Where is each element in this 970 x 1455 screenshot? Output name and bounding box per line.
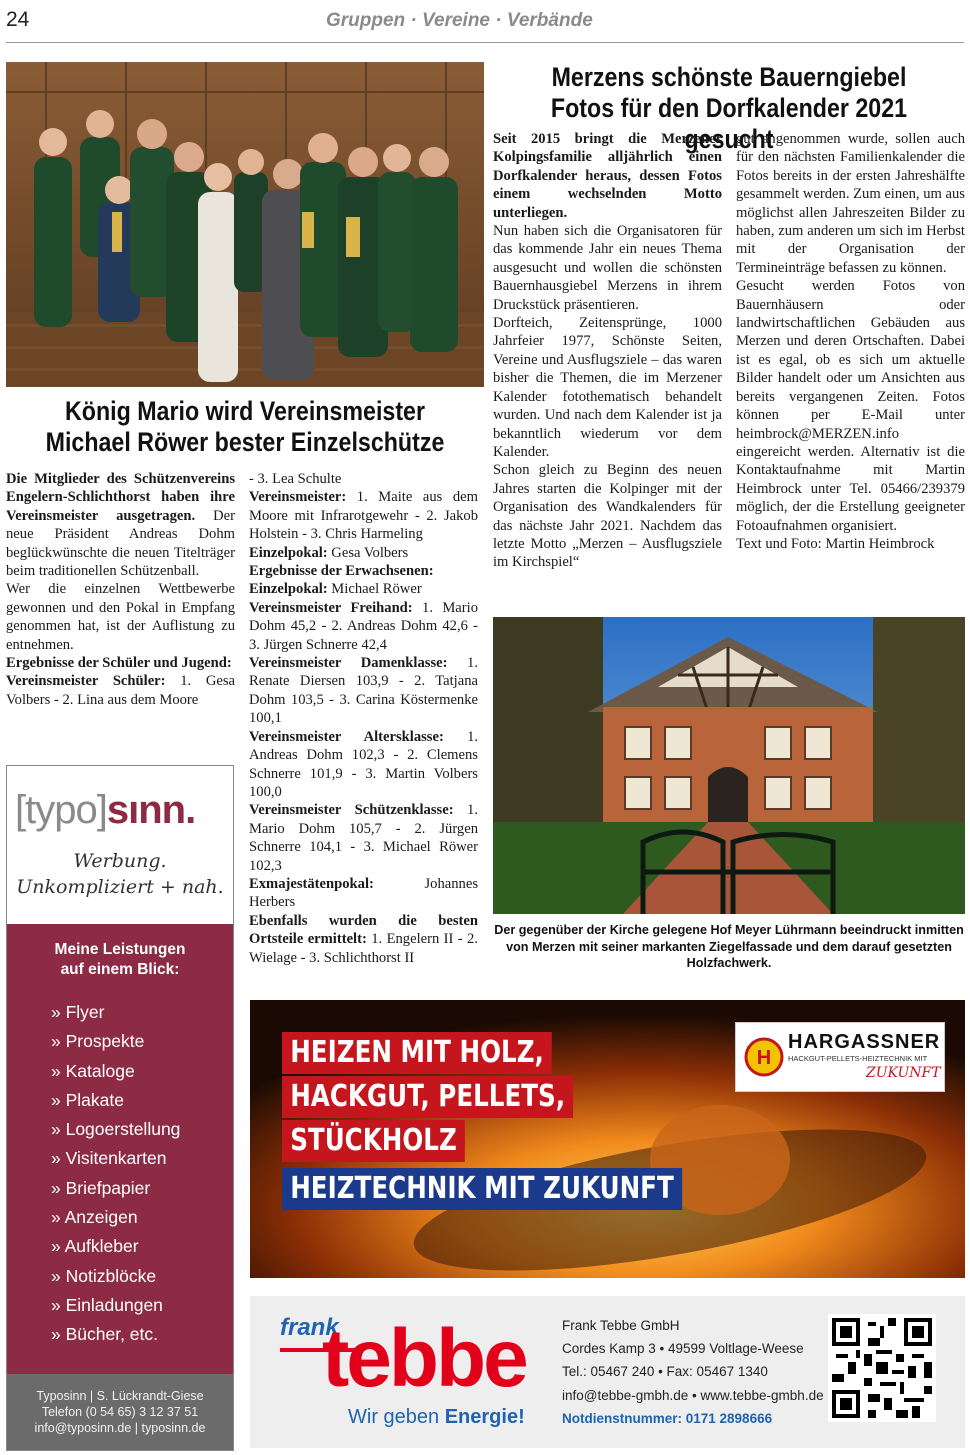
tebbe-logo: tebbe — [322, 1313, 526, 1404]
service-item: » Einladungen — [51, 1294, 163, 1315]
service-item: » Bücher, etc. — [51, 1324, 159, 1345]
tebbe-ad[interactable] — [250, 1296, 965, 1448]
article-right-col2 — [736, 130, 965, 553]
address: Cordes Kamp 3 • 49599 Voltlage-Weese — [562, 1341, 804, 1357]
service-item: » Aufkleber — [51, 1236, 139, 1257]
farmhouse-photo — [493, 617, 965, 914]
club-group-photo — [6, 62, 484, 387]
result-entry: Vereinsmeister Schützenklasse: 1. Mario Dohm 105,7 - 2. Jürgen Schnerre 104,1 - 3. Michael Röwer 102,3 — [249, 802, 478, 874]
service-item: » Anzeigen — [51, 1207, 138, 1228]
qr-code-icon[interactable] — [828, 1314, 936, 1422]
result-entry: Vereinsmeister Altersklasse: 1. Andreas Dohm 102,3 - 2. Clemens Schnerre 101,9 - 3. Martin Volbers 100,0 — [249, 728, 479, 800]
header-divider — [6, 42, 964, 43]
result-entry: Exmajestätenpokal: Johannes Herbers — [249, 875, 478, 911]
typosinn-service-list — [51, 998, 180, 1350]
service-item: » Notizblöcke — [51, 1265, 157, 1286]
hargassner-logo: H HARGASSNER HACKGUT-PELLETS-HEIZTECHNIK MIT ZUKUNFT — [735, 1022, 945, 1092]
paragraph: Dorfteich, Zeitensprünge, 1000 Jahrfeier 1977, Schönste Seiten, Vereine und Ausflugsziele – das waren bisher die Themen, die im Merzener Kalender fotothematisch behandelt wurden. Und nach dem Kalender ist ja bekanntlich wiederum vor dem Kalender. — [493, 315, 722, 460]
ad-line: HEIZTECHNIK MIT ZUKUNFT — [282, 1168, 682, 1210]
service-item: » Briefpapier — [51, 1177, 151, 1198]
article-left-col1 — [6, 470, 235, 709]
headline-line1: Merzens schönste Bauerngiebel — [551, 62, 907, 92]
ad-line: STÜCKHOLZ — [282, 1120, 465, 1162]
typosinn-contact: Typosinn | S. Lückrandt-Giese Telefon (0 54 65) 3 12 37 51 info@typosinn.de | typosinn.de — [7, 1374, 233, 1451]
article-left-headline — [39, 396, 450, 458]
paragraph: Gesucht werden Fotos von Bauernhäusern oder landwirtschaftlichen Gebäuden aus Merzen und deren Ortschaften. Dabei ist es egal, ob es sich um aktuelle Bilder handelt oder um Ansichten aus bereits vergangenen Zeiten. Fotos können per E-Mail unter heimbrock@MERZEN.info eingereicht werden. Alternativ ist die Kontaktaufnahme mit Martin Heimbrock unter Tel. 05466/239379 möglich, der die Erstellung geeigneter Fotoaufnahmen organisiert. — [736, 278, 965, 534]
result-entry: Einzelpokal: Gesa Volbers — [249, 544, 409, 561]
ad-line: HEIZEN MIT HOLZ, — [282, 1032, 552, 1074]
photo-caption: Der gegenüber der Kirche gelegene Hof Meyer Lührmann beeindruckt inmitten von Merzen mit seiner markanten Ziegelfassade und dem darauf gesetzten Holzfachwerk. — [494, 923, 964, 970]
ad-line: HACKGUT, PELLETS, — [282, 1076, 573, 1118]
paragraph — [6, 470, 235, 580]
tebbe-contact — [562, 1314, 824, 1430]
headline-line1: König Mario wird Vereinsmeister — [64, 396, 426, 426]
paragraph: Wer die einzelnen Wettbewerbe gewonnen und den Pokal in Empfang genommen hat, ist der Auflistung zu entnehmen. — [6, 581, 235, 653]
article-right-col1 — [493, 130, 722, 572]
body-text: Der neue Präsident Andreas Dohm beglückwünschte die neuen Titelträger beim traditionellen Schützenball. — [6, 507, 236, 580]
photo-credit: Text und Foto: Martin Heimbrock — [736, 535, 935, 552]
hargassner-h-icon — [744, 1037, 784, 1077]
tebbe-logo-frank: frank — [280, 1314, 339, 1341]
paragraph: - 3. Lea Schulte — [249, 471, 342, 487]
headline-line2: Michael Röwer bester Einzelschütze — [45, 427, 445, 457]
tebbe-slogan: Wir geben Energie! — [348, 1406, 525, 1428]
hargassner-ad[interactable] — [250, 1000, 965, 1278]
article-left-col2 — [249, 470, 478, 967]
result-entry: Ebenfalls wurden die besten Ortsteile ermittelt: 1. Engelern II - 2. Wielage - 3. Schlichthorst II — [249, 912, 479, 966]
result-entry: Vereinsmeister Schüler: 1. Gesa Volbers - 2. Lina aus dem Moore — [6, 673, 235, 708]
service-item: » Plakate — [51, 1089, 124, 1110]
company-name: Frank Tebbe GmbH — [562, 1318, 680, 1333]
web-link[interactable]: info@tebbe-gmbh.de • www.tebbe-gmbh.de — [562, 1387, 824, 1403]
typosinn-services-heading: Meine Leistungen auf einem Blick: — [54, 941, 186, 978]
typosinn-ad[interactable] — [6, 765, 234, 1451]
subheading: Ergebnisse der Erwachsenen: — [249, 563, 434, 580]
typosinn-tagline: Unkompliziert + nah. — [16, 876, 224, 898]
service-item: » Logoerstellung — [51, 1119, 181, 1140]
result-entry: Einzelpokal: Michael Röwer — [249, 581, 422, 598]
typosinn-tagline: Werbung. — [73, 850, 167, 872]
svg-text:H: H — [756, 1047, 772, 1069]
service-item: » Kataloge — [51, 1060, 135, 1081]
paragraph: gut angenommen wurde, sollen auch für den nächsten Familienkalender die Fotos bereits in der ersten Jahreshälfte gesammelt werden. Zum einen, um aus möglichst allen Jahreszeiten Bilder zu haben, zum anderen um sich im Herbst mit der Organisation der Termineinträge befassen zu können. — [736, 131, 965, 276]
headline-line2: Fotos für den Dorfkalender 2021 gesucht — [550, 93, 908, 154]
typosinn-logo: [typo]sınn. — [15, 788, 196, 832]
service-item: » Prospekte — [51, 1031, 145, 1052]
lead-paragraph: Seit 2015 bringt die Merzener Kolpingsfamilie alljährlich einen Dorfkalender heraus, dessen Fotos einem wechselnden Motto unterliegen. — [493, 131, 722, 221]
result-entry: Vereinsmeister Freihand: 1. Mario Dohm 45,2 - 2. Andreas Dohm 42,6 - 3. Jürgen Schnerre 42,4 — [249, 599, 478, 653]
page-number: 24 — [6, 8, 30, 31]
lead-text: Die Mitglieder des Schützenvereins Engelern-Schlichthorst haben ihre Vereinsmeister ausgetragen. — [6, 471, 235, 524]
service-item: » Visitenkarten — [51, 1148, 167, 1169]
subheading: Ergebnisse der Schüler und Jugend: — [6, 655, 232, 672]
result-entry: Vereinsmeister: 1. Maite aus dem Moore mit Infrarotgewehr - 2. Jakob Holstein - 3. Chris Harmeling — [249, 489, 478, 543]
paragraph: Nun haben sich die Organisatoren für das kommende Jahr ein neues Thema ausgesucht und wollen die schönsten Bauernhausgiebel Merzens in ihrem Druckstück präsentieren. — [493, 223, 722, 313]
service-item: » Flyer — [51, 1002, 105, 1022]
phone: Tel.: 05467 240 • Fax: 05467 1340 — [562, 1364, 768, 1380]
paragraph: Schon gleich zu Beginn des neuen Jahres starten die Kolpinger mit der Organisation des Wandkalenders für das nächste Jahr 2021. Nachdem das letzte Motto „Merzen – Ausflugsziele im Kirchspiel“ — [493, 462, 722, 571]
result-entry: Vereinsmeister Damenklasse: 1. Renate Diersen 103,9 - 2. Tatjana Dohm 103,5 - 3. Carina Köstermenke 100,1 — [249, 655, 478, 727]
emergency-number: Notdienstnummer: 0171 2898666 — [562, 1410, 773, 1426]
section-title: Gruppen · Vereine · Verbände — [326, 10, 593, 31]
